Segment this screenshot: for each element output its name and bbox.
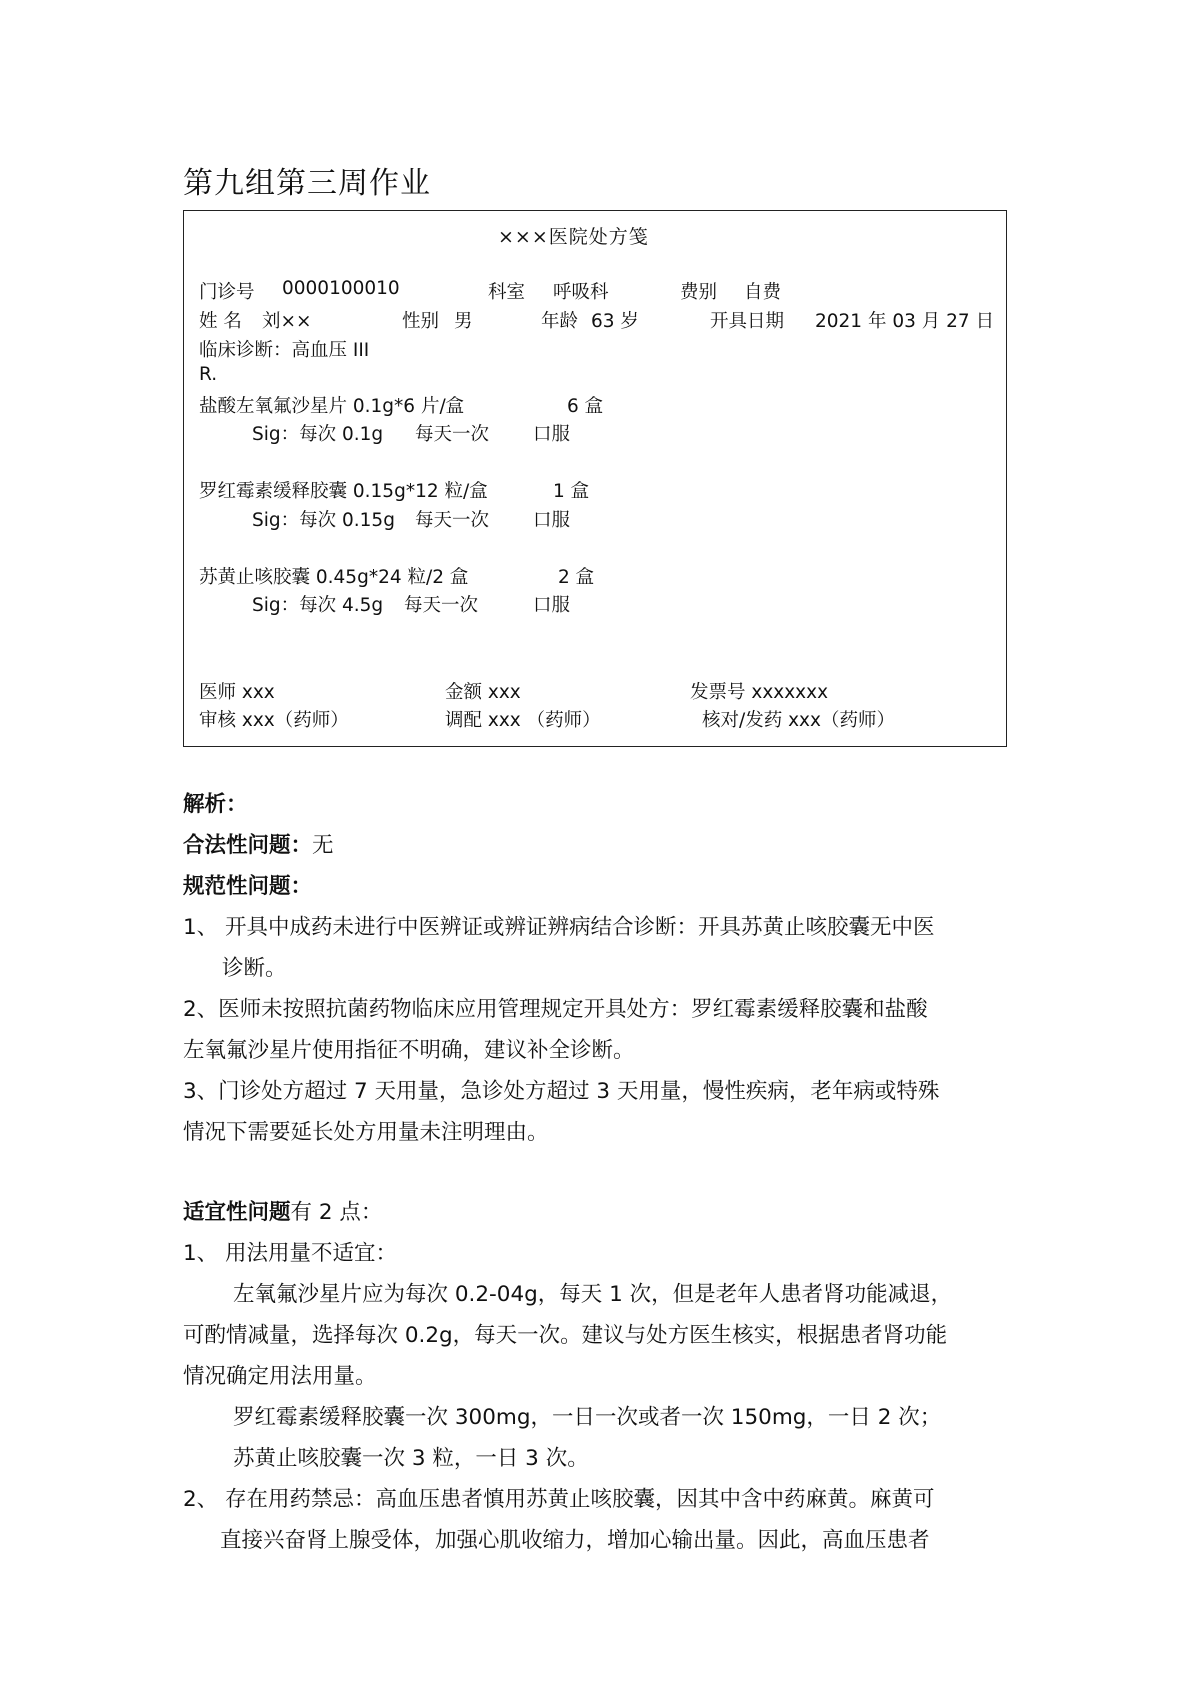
clinic-no-label: 门诊号 <box>199 282 255 303</box>
drug-name: 盐酸左氧氟沙星片 0.1g*6 片/盒 <box>199 396 465 417</box>
drug-name: 苏黄止咳胶囊 0.45g*24 粒/2 盒 <box>199 567 469 588</box>
dept: 呼吸科 <box>553 282 609 303</box>
document-title: 第九组第三周作业 <box>183 166 431 201</box>
suit-item-1-para3: 苏黄止咳胶囊一次 3 粒，一日 3 次。 <box>233 1446 589 1471</box>
drug-qty: 2 盒 <box>558 567 595 588</box>
amount: 金额 xxx <box>445 682 521 703</box>
suit-item-1-para1-cont: 可酌情减量，选择每次 0.2g，每天一次。建议与处方医生核实，根据患者肾功能 <box>183 1323 948 1348</box>
suit-item-2-cont: 直接兴奋肾上腺受体，加强心肌收缩力，增加心输出量。因此，高血压患者 <box>220 1528 930 1553</box>
doctor-sign: 医师 xxx <box>199 682 275 703</box>
drug-sig: Sig：每次 0.1g <box>252 424 384 445</box>
norm-item-3: 3、门诊处方超过 7 天用量，急诊处方超过 3 天用量，慢性疾病，老年病或特殊 <box>183 1079 940 1104</box>
norm-item-2: 2、医师未按照抗菌药物临床应用管理规定开具处方：罗红霉素缓释胶囊和盐酸 <box>183 997 928 1022</box>
name-label: 姓 名 <box>199 311 242 332</box>
rx-mark: R. <box>199 364 218 385</box>
drug-route: 口服 <box>533 510 571 531</box>
drug-sig: Sig：每次 0.15g <box>252 510 395 531</box>
invoice-no: 发票号 xxxxxxx <box>690 682 829 703</box>
suit-item-1-para2: 罗红霉素缓释胶囊一次 300mg，一日一次或者一次 150mg，一日 2 次； <box>233 1405 942 1430</box>
issue-date: 2021 年 03 月 27 日 <box>815 311 995 332</box>
age: 63 岁 <box>591 311 639 332</box>
drug-sig: Sig：每次 4.5g <box>252 595 384 616</box>
clinic-no: 0000100010 <box>282 278 400 299</box>
norm-item-1-cont: 诊断。 <box>222 956 287 981</box>
hospital-title: ×××医院处方笺 <box>498 226 649 248</box>
drug-qty: 1 盒 <box>553 481 590 502</box>
suitability-heading-bold: 适宜性问题 <box>183 1200 291 1225</box>
norm-item-1: 1、 开具中成药未进行中医辨证或辨证辨病结合诊断：开具苏黄止咳胶囊无中医 <box>183 915 935 940</box>
sex: 男 <box>454 311 473 332</box>
drug-route: 口服 <box>533 424 571 445</box>
suit-item-1-para1: 左氧氟沙星片应为每次 0.2-04g，每天 1 次，但是老年人患者肾功能减退， <box>233 1282 953 1307</box>
patient-name: 刘×× <box>262 311 312 332</box>
check-sign: 核对/发药 xxx（药师） <box>702 710 895 731</box>
review-sign: 审核 xxx（药师） <box>199 710 349 731</box>
drug-route: 口服 <box>533 595 571 616</box>
suitability-heading-rest: 有 2 点： <box>290 1200 383 1225</box>
date-label: 开具日期 <box>710 311 785 332</box>
norm-heading: 规范性问题： <box>183 874 313 899</box>
legality-label: 合法性问题： <box>183 833 313 858</box>
suit-item-1-para1-cont2: 情况确定用法用量。 <box>183 1364 377 1389</box>
age-label: 年龄 <box>541 311 579 332</box>
analysis-heading: 解析： <box>183 792 248 817</box>
sex-label: 性别 <box>402 311 440 332</box>
fee: 自费 <box>744 282 782 303</box>
fee-label: 费别 <box>680 282 718 303</box>
drug-freq: 每天一次 <box>404 595 479 616</box>
dispense-sign: 调配 xxx （药师） <box>445 710 601 731</box>
drug-name: 罗红霉素缓释胶囊 0.15g*12 粒/盒 <box>199 481 488 502</box>
suit-item-1: 1、 用法用量不适宜： <box>183 1241 398 1266</box>
suitability-heading <box>183 1192 382 1233</box>
norm-item-3-cont: 情况下需要延长处方用量未注明理由。 <box>183 1120 549 1145</box>
legality-line <box>183 825 334 866</box>
drug-freq: 每天一次 <box>415 510 490 531</box>
norm-item-2-cont: 左氧氟沙星片使用指征不明确，建议补全诊断。 <box>183 1038 635 1063</box>
drug-freq: 每天一次 <box>415 424 490 445</box>
dept-label: 科室 <box>488 282 526 303</box>
legality-value: 无 <box>312 833 334 858</box>
drug-qty: 6 盒 <box>567 396 604 417</box>
suit-item-2: 2、 存在用药禁忌：高血压患者慎用苏黄止咳胶囊，因其中含中药麻黄。麻黄可 <box>183 1487 935 1512</box>
diagnosis: 临床诊断：高血压 III <box>199 340 370 361</box>
